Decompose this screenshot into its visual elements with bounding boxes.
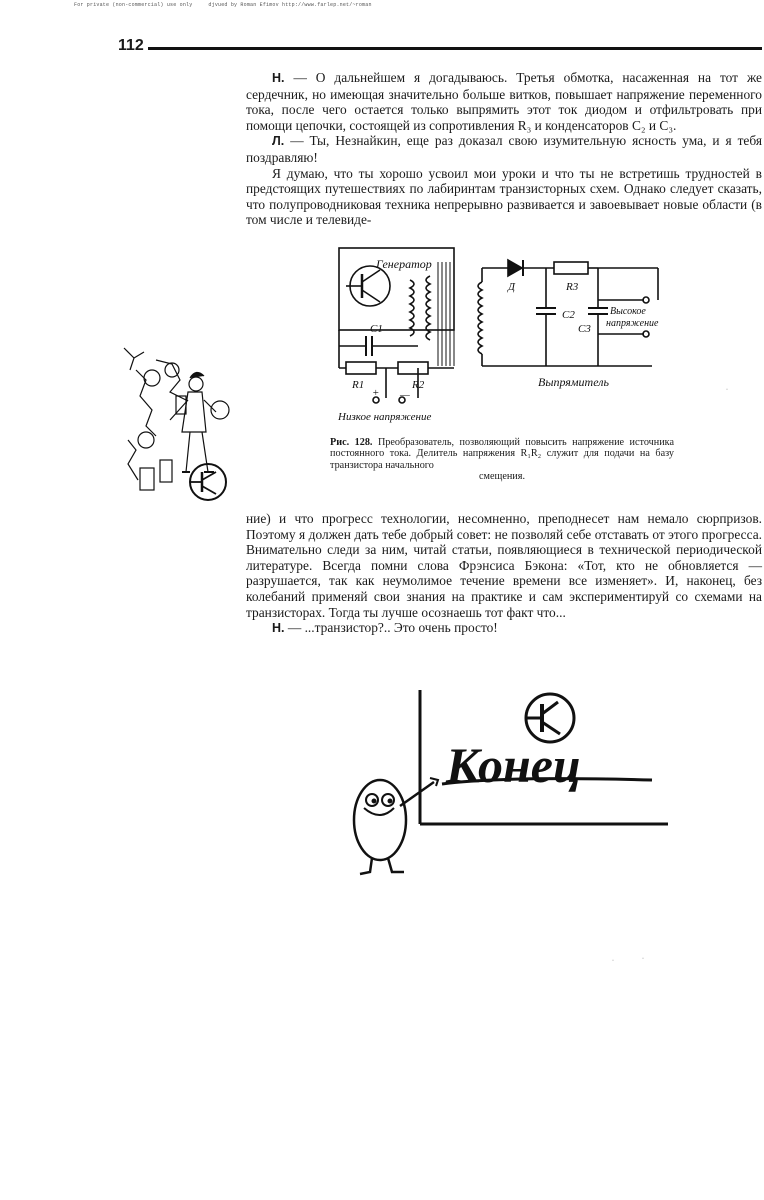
resistor-r1 [346, 362, 376, 374]
boy-with-transistor-illustration [116, 340, 240, 510]
paragraph-text: — Ты, Незнайкин, еще раз доказал свою изумительную ясность ума, и я тебя поздравляю! [246, 133, 762, 165]
label-low-voltage: Низкое напряжение [338, 411, 432, 423]
scan-speck: · [726, 387, 728, 393]
label-c1: C1 [370, 323, 383, 335]
caption-text: Преобразователь, позволяющий повысить напряжение источника постоянного тока. Делитель напряжения R₁R₂ служит для подачи на базу транзистора начального [330, 437, 674, 471]
resistor-r3 [554, 262, 588, 274]
figure-caption [330, 437, 674, 483]
paragraph [246, 133, 762, 165]
label-rectifier: Выпрямитель [538, 375, 609, 389]
primary-coil [410, 280, 414, 336]
scan-speck: · [612, 958, 614, 964]
paragraph-text: — О дальнейшем я догадываюсь. Третья обмотка, насаженная на тот же сердечник, но имеющая значительно больше витков, повышает напряжение переменного тока, после чего остается только выпрямить этот ток диодом и отфильтровать при помощи цепочки, состоящей из сопротивления R₃ и конденсаторов C₂ и C₃. [246, 70, 762, 133]
scan-watermark: For private (non-commercial) use only djvued by Roman Efimov http://www.farlep.net/~roman [74, 2, 372, 8]
the-end-word: Конец [446, 737, 581, 793]
page-number: 112 [118, 37, 144, 54]
label-high-voltage-1: Высокое [610, 306, 646, 317]
pointer-arm [400, 782, 434, 806]
speaker-label: Н. [272, 71, 285, 85]
label-plus: + [372, 387, 380, 399]
figure-number: Рис. 128. [330, 437, 373, 448]
speaker-label: Н. [272, 621, 285, 636]
circuit-diagram [322, 238, 692, 434]
label-r1: R1 [352, 379, 365, 391]
label-r3: R3 [566, 281, 579, 293]
label-r2: R2 [412, 379, 425, 391]
label-minus: — [400, 389, 410, 401]
paragraph [246, 166, 762, 228]
label-c2: C2 [562, 309, 575, 321]
paragraph [246, 620, 762, 637]
the-end-illustration [350, 688, 670, 888]
label-generator: Генератор [376, 257, 432, 271]
speaker-label: Л. [272, 134, 285, 149]
paragraph-text: ние) и что прогресс технологии, несомненно, преподнесет нам немало сюрпризов. Поэтому я должен дать тебе добрый совет: не позволяй себе отставать от этого прогресса. Внимательно следи за ним, читай статьи, появляющиеся в технической периодической литературе. Всегда помни слова Фрэнсиса Бэкона: «Тот, кто не обновляется — разрушается, так как неумолимое течение времени все изменяет». И, наконец, без колебаний применяй свои знания на практике и сам экспериментируй со схемами на транзисторах. Тогда ты лучше осознаешь тот факт что... [246, 511, 762, 620]
secondary-coil [478, 282, 482, 354]
resistor-r2 [398, 362, 428, 374]
paragraph-text: — ...транзистор?.. Это очень просто! [284, 620, 498, 636]
label-diode: Д [508, 281, 515, 293]
scan-speck: · [642, 956, 644, 962]
page-header [118, 36, 762, 56]
label-high-voltage-2: напряжение [606, 318, 659, 329]
label-c3: C3 [578, 323, 591, 335]
caption-last-line: смещения. [479, 471, 525, 483]
paragraph [246, 511, 762, 620]
text-block-top [246, 70, 762, 228]
paragraph [246, 70, 762, 133]
diode-symbol [508, 260, 522, 276]
paragraph-text: Я думаю, что ты хорошо усвоил мои уроки и что ты не встретишь трудностей в предстоящих путешествиях по лабиринтам транзисторных схем. Однако следует сказать, что полупроводниковая техника непрерывно развивается и завоевывает новые области (в том числе и телевиде- [246, 165, 762, 228]
character-body [354, 780, 406, 860]
text-block-bottom [246, 511, 762, 637]
header-rule [148, 47, 762, 50]
